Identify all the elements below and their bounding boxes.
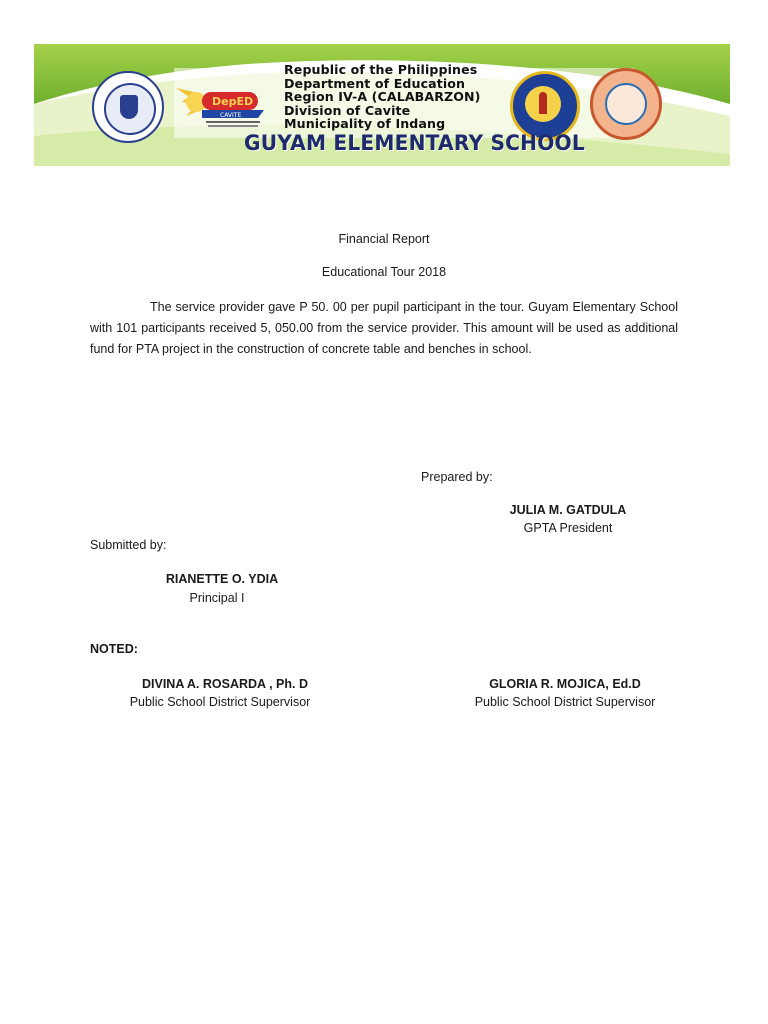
submitted-by-label: Submitted by: [90,538,167,552]
report-title: Financial Report [338,232,430,246]
letterhead-line: Republic of the Philippines [284,62,478,77]
school-seal-icon [590,68,662,140]
noted-signatory-name: GLORIA R. MOJICA, Ed.D [489,677,641,691]
letterhead-banner [34,44,730,166]
letterhead-line: Region IV-A (CALABARZON) [284,89,481,105]
submitted-by-role: Principal I [189,591,245,605]
report-subtitle: Educational Tour 2018 [321,265,447,279]
prepared-by-role: GPTA President [523,521,613,535]
letterhead-line: Department of Education [284,75,466,91]
svg-text:DepED: DepED [212,95,254,108]
noted-signatory-role: Public School District Supervisor [474,695,656,709]
school-name: GUYAM ELEMENTARY SCHOOL [244,131,585,155]
letterhead-line: Municipality of Indang [284,116,446,132]
deped-seal-icon [92,71,164,143]
letterhead-line: Division of Cavite [284,102,411,118]
prepared-by-name: JULIA M. GATDULA [509,503,627,517]
deped-cavite-logo-icon [172,72,280,132]
svg-text:CAVITE: CAVITE [220,112,242,119]
submitted-by-name: RIANETTE O. YDIA [165,572,279,586]
noted-label: NOTED: [90,642,138,656]
report-paragraph: The service provider gave P 50. 00 per pupil participant in the tour. Guyam Elementary School with 101 participants received 5, 050.00 from the service provider. This amount will be used as additional fund for PTA project in the construction of concrete table and benches in school. [90,300,678,356]
noted-signatory-name: DIVINA A. ROSARDA , Ph. D [142,677,308,691]
letterhead-lines [284,63,481,131]
noted-signatory-role: Public School District Supervisor [129,695,311,709]
prepared-by-label: Prepared by: [421,470,493,484]
